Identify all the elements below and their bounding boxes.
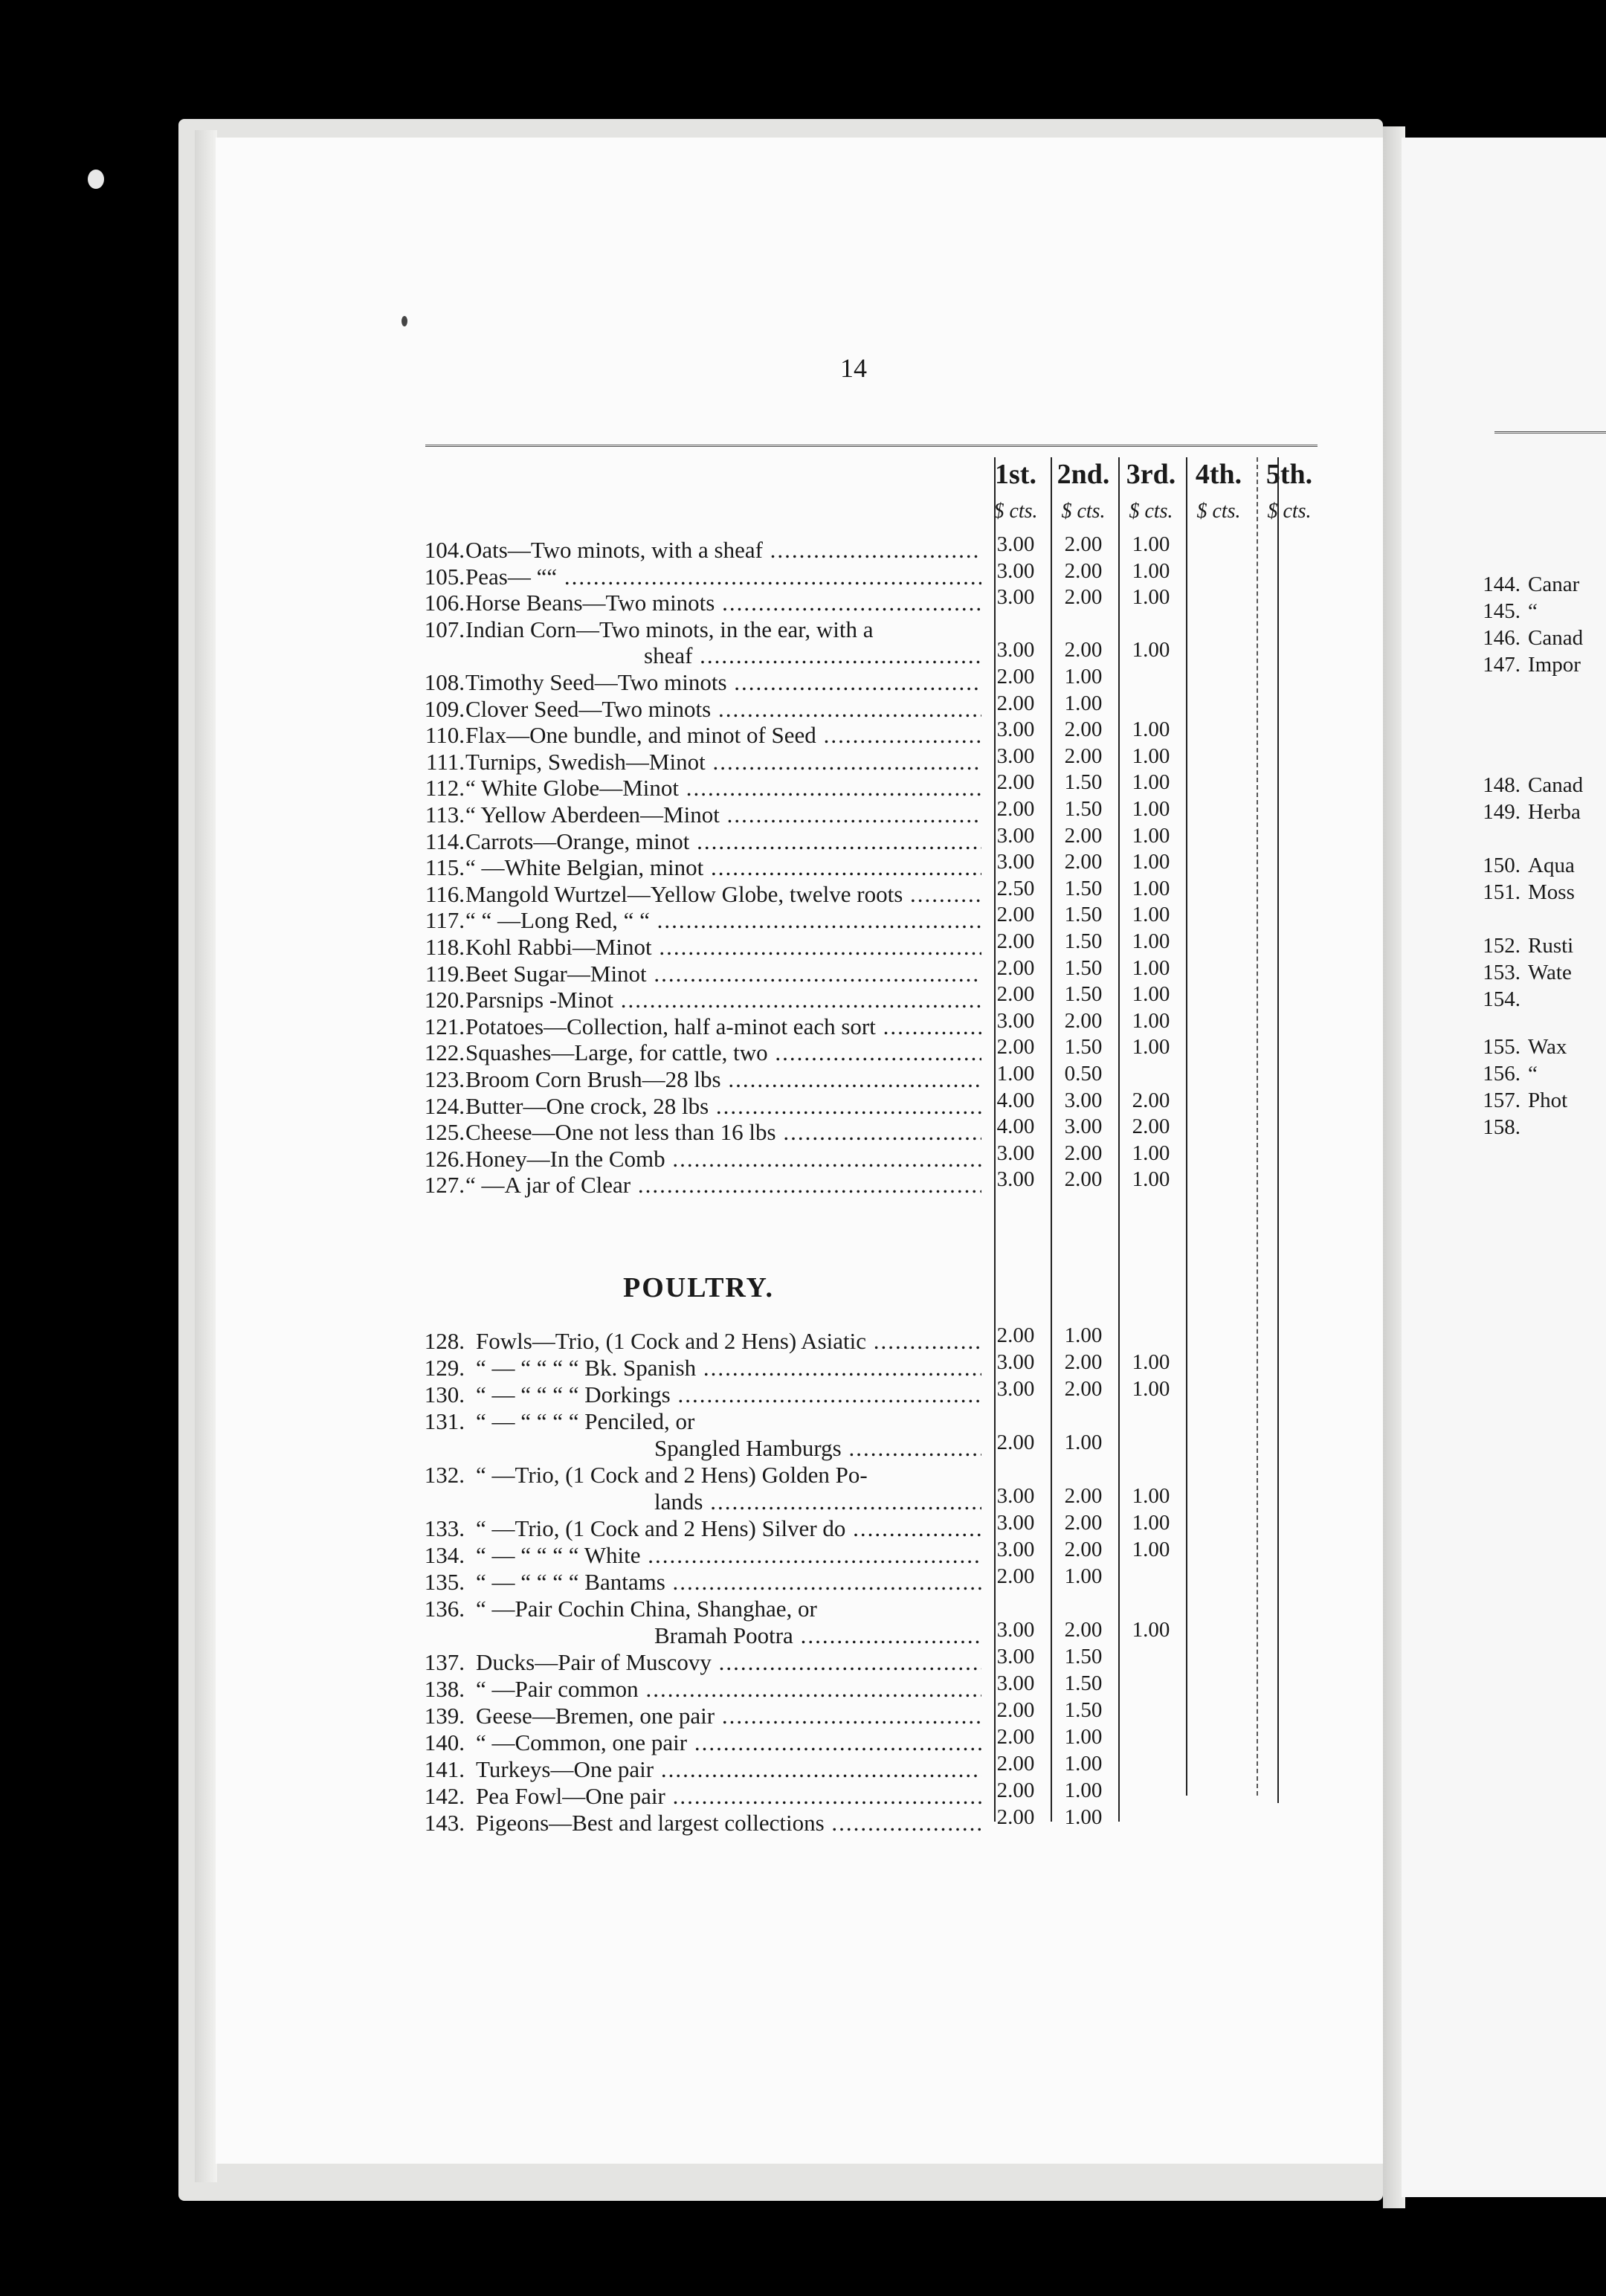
- prize-value: 2.00: [1064, 1511, 1103, 1535]
- row-description: “ — “ “ “ “ Penciled, or: [476, 1408, 695, 1434]
- row-description: Flax—One bundle, and minot of Seed .....: [465, 722, 981, 749]
- prize-value: 1.00: [1064, 1725, 1103, 1749]
- prize-value: 3.00: [996, 1141, 1035, 1165]
- row-number: 129.: [424, 1355, 465, 1381]
- prize-value: 2.00: [1064, 1538, 1103, 1561]
- row-number: 135.: [424, 1569, 465, 1595]
- prize-value: 1.50: [1064, 876, 1103, 900]
- facing-row: [1468, 773, 1583, 798]
- prize-value: 3.00: [996, 1008, 1035, 1033]
- prize-value: 3.00: [996, 1618, 1035, 1642]
- row-description: Canad: [1528, 626, 1584, 650]
- row-number: 138.: [424, 1676, 465, 1702]
- column-heading: 2nd.: [1057, 459, 1110, 490]
- facing-row: [1468, 1089, 1567, 1113]
- prize-value: 3.00: [996, 850, 1035, 874]
- column-unit: $ cts.: [1129, 500, 1173, 523]
- section-title-poultry: POULTRY.: [623, 1272, 774, 1303]
- row-number: 155.: [1483, 1035, 1520, 1059]
- prize-value: 4.00: [996, 1115, 1035, 1139]
- prize-value: 3.00: [996, 1645, 1035, 1668]
- prize-value: 3.00: [1064, 1115, 1103, 1139]
- prize-value: 1.00: [1132, 718, 1170, 742]
- prize-value: 3.00: [996, 1671, 1035, 1695]
- prize-value: 3.00: [996, 1511, 1035, 1535]
- prize-value: 3.00: [996, 1377, 1035, 1401]
- prize-value: 3.00: [996, 823, 1035, 848]
- row-number: 147.: [1483, 653, 1520, 677]
- prize-value: 2.00: [996, 1805, 1035, 1829]
- prize-value: 1.50: [1064, 770, 1103, 795]
- row-number: 104.: [424, 537, 465, 563]
- row-number: 123.: [424, 1066, 465, 1092]
- facing-row: [1468, 1035, 1567, 1060]
- row-description: “ —Pair Cochin China, Shanghae, or: [476, 1596, 817, 1622]
- prize-value: 2.00: [1064, 558, 1103, 583]
- facing-row: [1468, 599, 1538, 624]
- facing-row: [1468, 987, 1528, 1012]
- prize-value: 1.00: [1132, 1167, 1170, 1192]
- row-number: 106.: [424, 590, 465, 616]
- prize-value: 1.50: [1064, 955, 1103, 980]
- column-heading: 5th.: [1265, 459, 1313, 490]
- prize-value: 1.50: [1064, 797, 1103, 821]
- prize-value: 2.00: [1064, 850, 1103, 874]
- prize-value: 1.00: [1132, 1484, 1170, 1508]
- prize-value: 2.00: [996, 1779, 1035, 1802]
- row-number: 141.: [424, 1756, 465, 1782]
- column-unit: $ cts.: [1061, 500, 1106, 523]
- prize-value: 3.00: [996, 585, 1035, 610]
- row-number: 120.: [424, 987, 465, 1013]
- column-divider: [1277, 457, 1279, 1803]
- row-number: 119.: [425, 960, 465, 987]
- row-number: 124.: [424, 1092, 465, 1119]
- prize-value: 1.50: [1064, 982, 1103, 1007]
- row-number: 128.: [424, 1328, 465, 1354]
- facing-row: [1468, 800, 1581, 825]
- prize-value: 1.50: [1064, 1645, 1103, 1668]
- prize-value: 2.00: [1064, 1141, 1103, 1165]
- row-description: Herba: [1528, 800, 1581, 824]
- row-number: 144.: [1483, 573, 1520, 596]
- row-description: “ — “ “ “ “ Bk. Spanish .....: [476, 1355, 981, 1381]
- row-number: 153.: [1483, 961, 1520, 984]
- row-description: Honey—In the Comb .....: [465, 1146, 981, 1173]
- prize-value: 1.00: [1132, 585, 1170, 610]
- row-description: “ “ —Long Red, “ “ .....: [465, 907, 981, 934]
- row-description: Moss: [1528, 880, 1575, 904]
- prize-value: 2.00: [996, 1035, 1035, 1060]
- prize-value: 2.50: [996, 876, 1035, 900]
- prize-value: 1.00: [1132, 770, 1170, 795]
- facing-row: [1468, 653, 1581, 677]
- row-description: “ Yellow Aberdeen—Minot .....: [465, 802, 981, 828]
- prize-value: 1.50: [1064, 929, 1103, 953]
- column-unit: $ cts.: [993, 500, 1038, 523]
- row-number: 109.: [424, 695, 465, 722]
- page-number: 14: [840, 353, 867, 383]
- row-description: Wate: [1528, 961, 1572, 984]
- prize-value: 1.00: [1064, 665, 1103, 689]
- row-description: Kohl Rabbi—Minot .....: [465, 934, 981, 961]
- prize-value: 3.00: [996, 532, 1035, 556]
- row-number: 154.: [1483, 987, 1520, 1011]
- column-heading: 3rd.: [1126, 459, 1176, 490]
- prize-value: 1.00: [1132, 558, 1170, 583]
- row-description: “ —White Belgian, minot .....: [465, 854, 981, 881]
- row-number: 150.: [1483, 854, 1520, 877]
- facing-row: [1468, 961, 1572, 985]
- row-description: Bramah Pootra .....: [654, 1622, 981, 1649]
- row-number: 143.: [424, 1810, 465, 1836]
- facing-row: [1468, 854, 1575, 878]
- row-description: “ — “ “ “ “ Dorkings .....: [476, 1381, 981, 1408]
- row-number: 127.: [424, 1172, 465, 1199]
- row-description: Peas— ““ .....: [465, 564, 981, 590]
- row-description: Indian Corn—Two minots, in the ear, with a: [465, 616, 874, 642]
- prize-value: 1.00: [1064, 1752, 1103, 1776]
- prize-value: 2.00: [996, 1725, 1035, 1749]
- column-divider: [1257, 457, 1258, 1796]
- row-number: 121.: [424, 1013, 465, 1039]
- prize-value: 2.00: [1132, 1115, 1170, 1139]
- row-number: 116.: [425, 880, 465, 907]
- facing-page: [1402, 138, 1606, 2197]
- prize-value: 2.00: [996, 1698, 1035, 1722]
- prize-value: 0.50: [1064, 1062, 1103, 1086]
- row-number: 107.: [424, 616, 465, 642]
- row-description: sheaf .....: [644, 642, 981, 669]
- row-description: lands .....: [654, 1489, 981, 1515]
- prize-value: 1.00: [1064, 691, 1103, 715]
- prize-value: 1.00: [1132, 797, 1170, 821]
- prize-value: 3.00: [996, 1484, 1035, 1508]
- prize-value: 2.00: [996, 955, 1035, 980]
- row-number: 113.: [425, 802, 465, 828]
- row-description: Aqua: [1528, 854, 1575, 877]
- prize-value: 3.00: [996, 1538, 1035, 1561]
- facing-row: [1468, 1062, 1538, 1086]
- row-description: Canad: [1528, 773, 1584, 797]
- row-number: 151.: [1483, 880, 1520, 904]
- prize-value: 3.00: [996, 1350, 1035, 1374]
- row-description: Cheese—One not less than 16 lbs .....: [465, 1119, 981, 1146]
- column-divider: [1186, 457, 1187, 1796]
- prize-value: 1.50: [1064, 1035, 1103, 1060]
- prize-value: 2.00: [1064, 1484, 1103, 1508]
- prize-value: 1.50: [1064, 903, 1103, 927]
- prize-value: 1.00: [1132, 1377, 1170, 1401]
- row-description: “: [1528, 599, 1538, 623]
- row-description: Squashes—Large, for cattle, two .....: [465, 1039, 981, 1066]
- row-number: 134.: [424, 1542, 465, 1568]
- facing-row: [1468, 573, 1579, 597]
- row-description: Pigeons—Best and largest collections .....: [476, 1810, 981, 1837]
- prize-value: 2.00: [996, 1564, 1035, 1588]
- row-number: 125.: [424, 1119, 465, 1146]
- prize-value: 3.00: [996, 1167, 1035, 1192]
- row-number: 117.: [425, 907, 465, 934]
- row-number: 140.: [424, 1729, 465, 1755]
- prize-value: 1.50: [1064, 1698, 1103, 1722]
- row-description: Horse Beans—Two minots .....: [465, 590, 981, 616]
- row-description: “ White Globe—Minot .....: [465, 775, 981, 802]
- prize-value: 2.00: [1064, 1167, 1103, 1192]
- row-number: 136.: [424, 1596, 465, 1622]
- prize-value: 3.00: [996, 558, 1035, 583]
- prize-value: 1.00: [1064, 1323, 1103, 1347]
- row-number: 114.: [425, 828, 465, 854]
- row-description: Clover Seed—Two minots .....: [465, 696, 981, 723]
- prize-value: 1.00: [1132, 532, 1170, 556]
- row-description: Spangled Hamburgs .....: [654, 1435, 981, 1462]
- row-number: 158.: [1483, 1115, 1520, 1139]
- row-number: 137.: [424, 1649, 465, 1675]
- row-number: 146.: [1483, 626, 1520, 650]
- prize-value: 1.00: [1132, 744, 1170, 768]
- row-number: 133.: [424, 1515, 465, 1541]
- column-heading: 1st.: [995, 459, 1036, 490]
- prize-value: 2.00: [1064, 532, 1103, 556]
- row-number: 118.: [425, 934, 465, 960]
- prize-value: 2.00: [1064, 1377, 1103, 1401]
- row-description: Rusti: [1528, 934, 1574, 958]
- prize-value: 2.00: [1064, 744, 1103, 768]
- row-description: “ —Trio, (1 Cock and 2 Hens) Silver do .....: [476, 1515, 981, 1542]
- prize-value: 1.00: [1132, 955, 1170, 980]
- prize-value: 4.00: [996, 1088, 1035, 1112]
- prize-value: 2.00: [1132, 1088, 1170, 1112]
- prize-value: 1.00: [1132, 1008, 1170, 1033]
- prize-value: 1.00: [1132, 1618, 1170, 1642]
- row-description: “ — “ “ “ “ Bantams .....: [476, 1569, 981, 1596]
- row-description: Broom Corn Brush—28 lbs .....: [465, 1066, 981, 1093]
- column-unit: $ cts.: [1267, 500, 1312, 523]
- prize-value: 3.00: [996, 718, 1035, 742]
- row-number: 105.: [424, 563, 465, 590]
- prize-value: 1.00: [1064, 1431, 1103, 1454]
- row-description: Beet Sugar—Minot .....: [465, 961, 981, 987]
- prize-value: 1.00: [1132, 638, 1170, 662]
- column-heading: 4th.: [1195, 459, 1242, 490]
- row-number: 148.: [1483, 773, 1520, 797]
- row-number: 122.: [424, 1039, 465, 1066]
- row-description: Mangold Wurtzel—Yellow Globe, twelve roots .....: [465, 881, 981, 908]
- row-description: Potatoes—Collection, half a-minot each sort .....: [465, 1013, 981, 1040]
- row-number: 157.: [1483, 1089, 1520, 1112]
- prize-value: 2.00: [1064, 1350, 1103, 1374]
- facing-row: [1468, 880, 1575, 905]
- row-number: 112.: [425, 775, 465, 802]
- prize-value: 2.00: [996, 1752, 1035, 1776]
- row-number: 142.: [424, 1783, 465, 1809]
- facing-header-rule: [1494, 431, 1606, 433]
- row-number: 130.: [424, 1381, 465, 1407]
- row-description: Butter—One crock, 28 lbs .....: [465, 1093, 981, 1120]
- row-description: “ —Pair common .....: [476, 1676, 981, 1703]
- row-number: 110.: [425, 722, 465, 749]
- prize-value: 2.00: [1064, 1618, 1103, 1642]
- prize-value: 1.00: [996, 1062, 1035, 1086]
- prize-value: 1.00: [1064, 1805, 1103, 1829]
- prize-value: 1.50: [1064, 1671, 1103, 1695]
- prize-value: 2.00: [996, 982, 1035, 1007]
- prize-value: 1.00: [1132, 1141, 1170, 1165]
- row-description: Turkeys—One pair .....: [476, 1756, 981, 1783]
- prize-value: 3.00: [996, 638, 1035, 662]
- prize-value: 3.00: [1064, 1088, 1103, 1112]
- prize-value: 1.00: [1132, 903, 1170, 927]
- row-description: “ — “ “ “ “ White .....: [476, 1542, 981, 1569]
- prize-value: 2.00: [996, 691, 1035, 715]
- row-number: 115.: [425, 854, 465, 881]
- row-description: “ —A jar of Clear .....: [465, 1172, 981, 1199]
- row-number: 152.: [1483, 934, 1520, 958]
- prize-value: 1.00: [1064, 1564, 1103, 1588]
- page-edge: [195, 130, 217, 2182]
- row-number: 145.: [1483, 599, 1520, 623]
- prize-value: 2.00: [1064, 823, 1103, 848]
- row-description: Turnips, Swedish—Minot .....: [465, 749, 981, 775]
- row-description: Ducks—Pair of Muscovy .....: [476, 1649, 981, 1676]
- row-number: 111.: [426, 748, 465, 775]
- row-description: Pea Fowl—One pair .....: [476, 1783, 981, 1810]
- prize-value: 1.00: [1132, 823, 1170, 848]
- row-number: 132.: [424, 1462, 465, 1488]
- prize-value: 2.00: [1064, 718, 1103, 742]
- row-description: Phot: [1528, 1089, 1568, 1112]
- prize-value: 2.00: [996, 929, 1035, 953]
- row-number: 126.: [424, 1145, 465, 1172]
- row-description: “ —Common, one pair .....: [476, 1729, 981, 1756]
- row-number: 149.: [1483, 800, 1520, 824]
- row-description: Oats—Two minots, with a sheaf .....: [465, 537, 981, 564]
- row-description: Impor: [1528, 653, 1581, 677]
- prize-value: 2.00: [996, 1323, 1035, 1347]
- row-description: Canar: [1528, 573, 1580, 596]
- prize-value: 1.00: [1132, 1350, 1170, 1374]
- header-rule: [425, 445, 1318, 447]
- facing-row: [1468, 934, 1573, 958]
- prize-value: 2.00: [996, 665, 1035, 689]
- facing-row: [1468, 626, 1583, 651]
- row-description: Wax: [1528, 1035, 1567, 1059]
- prize-value: 2.00: [1064, 1008, 1103, 1033]
- column-unit: $ cts.: [1196, 500, 1241, 523]
- row-number: 108.: [424, 669, 465, 695]
- row-description: Geese—Bremen, one pair .....: [476, 1703, 981, 1729]
- prize-value: 1.00: [1132, 850, 1170, 874]
- row-description: Fowls—Trio, (1 Cock and 2 Hens) Asiatic .....: [476, 1328, 981, 1355]
- prize-value: 2.00: [996, 1431, 1035, 1454]
- prize-value: 2.00: [1064, 638, 1103, 662]
- prize-value: 2.00: [996, 797, 1035, 821]
- prize-value: 2.00: [1064, 585, 1103, 610]
- prize-value: 1.00: [1132, 1035, 1170, 1060]
- prize-value: 1.00: [1132, 1511, 1170, 1535]
- prize-value: 1.00: [1132, 982, 1170, 1007]
- row-description: Parsnips -Minot .....: [465, 987, 981, 1013]
- row-description: “: [1528, 1062, 1538, 1086]
- row-description: “ —Trio, (1 Cock and 2 Hens) Golden Po-: [476, 1462, 868, 1488]
- row-number: 156.: [1483, 1062, 1520, 1086]
- row-description: Carrots—Orange, minot .....: [465, 828, 981, 855]
- dust-speck: [88, 170, 104, 189]
- prize-value: 3.00: [996, 744, 1035, 768]
- row-number: 131.: [424, 1408, 465, 1434]
- prize-value: 1.00: [1132, 929, 1170, 953]
- prize-value: 2.00: [996, 770, 1035, 795]
- prize-value: 2.00: [996, 903, 1035, 927]
- row-description: Timothy Seed—Two minots .....: [465, 669, 981, 696]
- facing-row: [1468, 1115, 1528, 1140]
- prize-value: 1.00: [1132, 876, 1170, 900]
- row-number: 139.: [424, 1703, 465, 1729]
- ink-mark: [402, 316, 407, 326]
- prize-value: 1.00: [1064, 1779, 1103, 1802]
- prize-value: 1.00: [1132, 1538, 1170, 1561]
